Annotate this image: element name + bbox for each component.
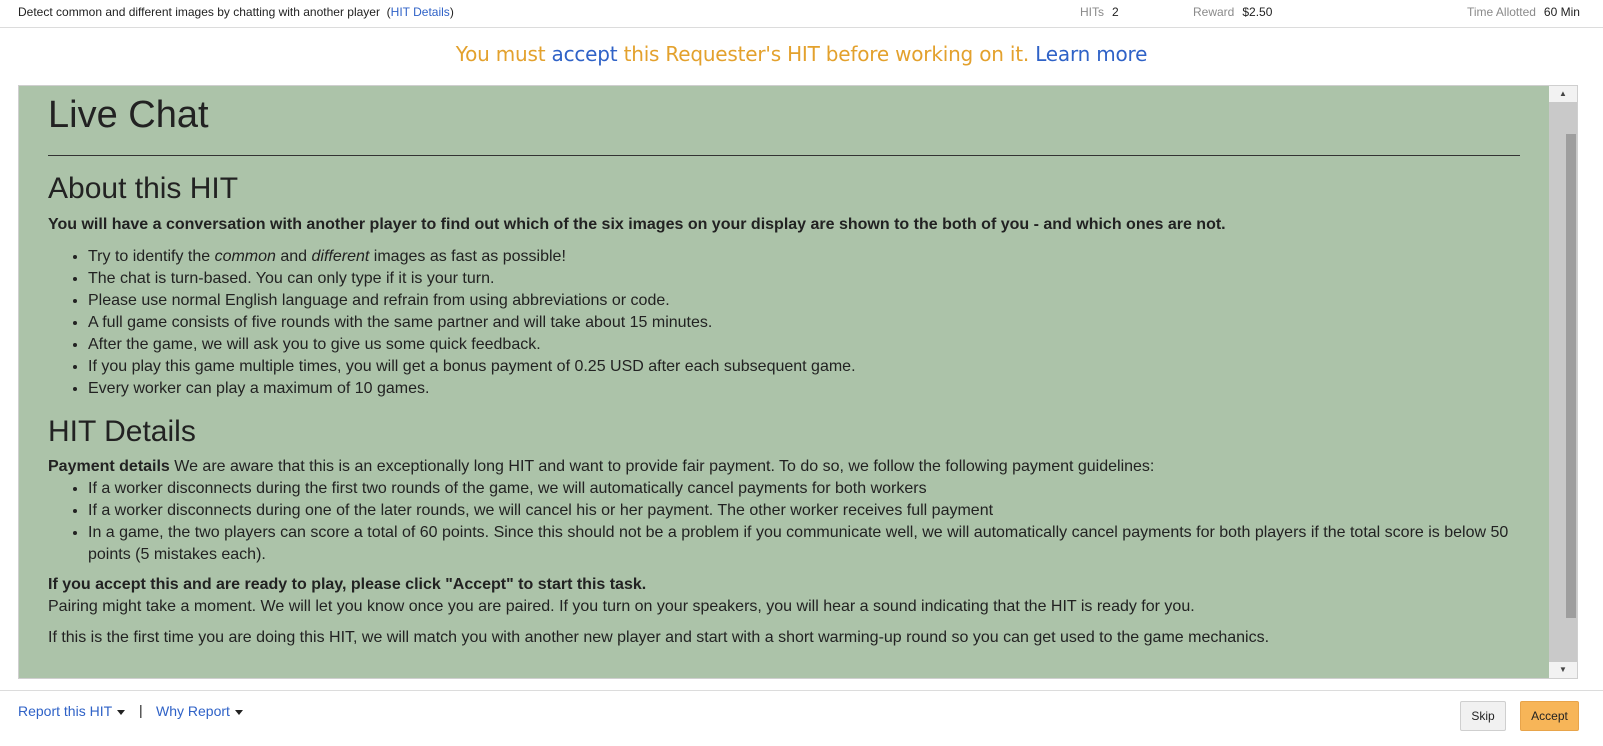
hit-info-bar [0, 0, 1603, 28]
hit-details-heading: HIT Details [48, 415, 196, 448]
hit-details-link[interactable]: HIT Details [390, 5, 450, 19]
list-item: • Every worker can play a maximum of 10 games. [88, 378, 1520, 400]
caret-down-icon [235, 710, 243, 715]
hit-preview-frame [18, 85, 1578, 679]
learn-more-link[interactable]: Learn more [1035, 42, 1148, 66]
hits-label: HITs [1080, 5, 1104, 19]
list-item: • In a game, the two players can score a total of 60 points. Since this should not be a problem if you communicate well, we will automatically cancel payments for both players if the total score is below 50 points (5 mistakes each). [88, 522, 1520, 566]
list-item: • If a worker disconnects during the first two rounds of the game, we will automatically cancel payments for both workers [88, 478, 1520, 500]
about-list [48, 246, 1520, 400]
list-item: • After the game, we will ask you to give us some quick feedback. [88, 334, 1520, 356]
task-title: Detect common and different images by chatting with another player (HIT Details) [18, 5, 454, 19]
page-title: Live Chat [48, 94, 209, 136]
ready-instruction: If you accept this and are ready to play, please click "Accept" to start this task. [48, 576, 647, 593]
first-time-text: If this is the first time you are doing this HIT, we will match you with another new player and start with a short warming-up round so you can get used to the game mechanics. [48, 629, 1270, 646]
hits-value: 2 [1112, 5, 1119, 19]
time-allotted-label: Time Allotted [1467, 5, 1536, 19]
payment-details-label: Payment details [48, 458, 170, 475]
about-heading: About this HIT [48, 172, 239, 205]
accept-button[interactable]: Accept [1520, 701, 1579, 731]
list-item: • The chat is turn-based. You can only type if it is your turn. [88, 268, 1520, 290]
accept-link[interactable]: accept [551, 42, 618, 66]
footer-bar [0, 690, 1603, 746]
report-hit-link[interactable]: Report this HIT [18, 703, 125, 719]
scroll-down-arrow-icon[interactable]: ▼ [1549, 662, 1577, 678]
payment-list [48, 478, 1520, 566]
caret-down-icon [117, 710, 125, 715]
reward-value: $2.50 [1242, 5, 1273, 19]
scroll-up-arrow-icon[interactable]: ▲ [1549, 86, 1577, 102]
list-item: • Please use normal English language and refrain from using abbreviations or code. [88, 290, 1520, 312]
list-item: • Try to identify the common and different images as fast as possible! [88, 246, 1520, 268]
task-title-text: Detect common and different images by chatting with another player [18, 5, 380, 19]
list-item: • If a worker disconnects during one of the later rounds, we will cancel his or her payment. The other worker receives full payment [88, 500, 1520, 522]
scroll-thumb[interactable] [1566, 134, 1576, 618]
reward-label: Reward [1193, 5, 1235, 19]
reward-stat [1193, 5, 1272, 19]
accept-notice: You must accept this Requester's HIT before working on it. Learn more [455, 42, 1148, 66]
payment-details: Payment details We are aware that this is an exceptionally long HIT and want to provide fair payment. To do so, we follow the following payment guidelines: [48, 458, 1155, 475]
list-item: • A full game consists of five rounds with the same partner and will take about 15 minutes. [88, 312, 1520, 334]
time-allotted-value: 60 Min [1543, 5, 1580, 19]
footer-separator: | [139, 702, 143, 718]
list-item: • If you play this game multiple times, you will get a bonus payment of 0.25 USD after each subsequent game. [88, 356, 1520, 378]
time-allotted-stat [1467, 5, 1580, 19]
skip-button[interactable]: Skip [1460, 701, 1506, 731]
why-report-link[interactable]: Why Report [156, 703, 243, 719]
frame-scrollbar[interactable] [1549, 86, 1577, 678]
title-divider [48, 155, 1520, 156]
pairing-text: Pairing might take a moment. We will let you know once you are paired. If you turn on your speakers, you will hear a sound indicating that the HIT is ready for you. [48, 598, 1195, 615]
hits-stat [1080, 5, 1119, 19]
about-intro: You will have a conversation with another player to find out which of the six images on your display are shown to the both of you - and which ones are not. [48, 216, 1226, 233]
